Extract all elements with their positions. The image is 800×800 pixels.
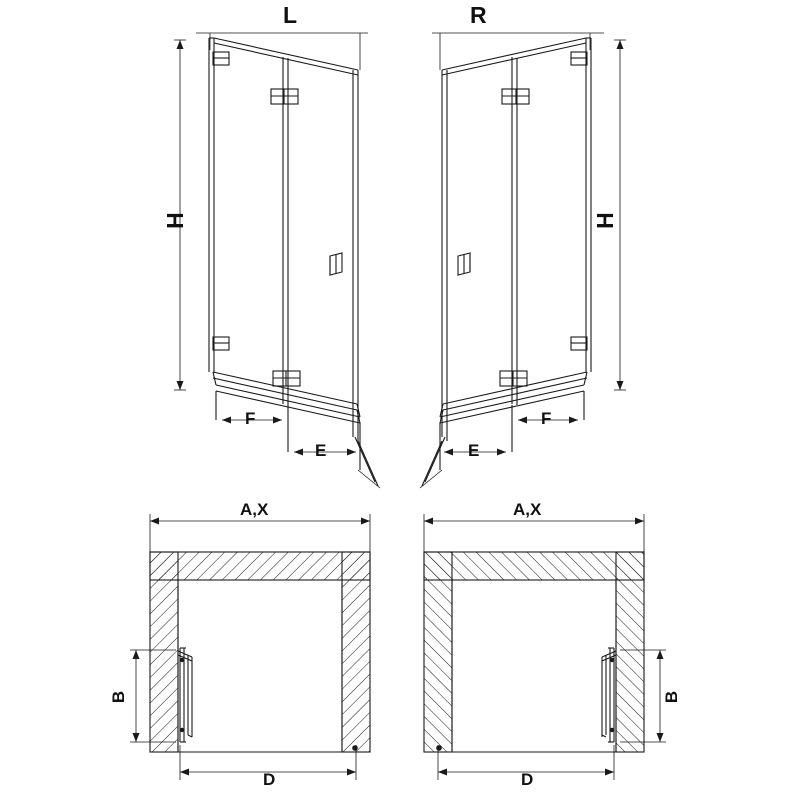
plan-right-view [424, 514, 666, 780]
label-view-left: L [283, 2, 298, 28]
label-b-plan-left: B [109, 690, 129, 704]
label-ax-plan-left: A,X [240, 500, 269, 519]
label-e-left: E [315, 441, 327, 460]
label-d-plan-left: D [263, 770, 276, 789]
label-f-right: F [541, 409, 552, 428]
plan-left-view [130, 514, 370, 780]
label-d-plan-right: D [521, 770, 534, 789]
label-view-right: R [470, 2, 487, 28]
label-height-right: H [591, 212, 618, 229]
label-f-left: F [245, 409, 256, 428]
label-ax-plan-right: A,X [513, 500, 542, 519]
elevation-right-view [420, 33, 626, 488]
label-b-plan-right: B [662, 690, 682, 704]
label-height-left: H [161, 212, 188, 229]
label-e-right: E [468, 441, 480, 460]
elevation-left-view [174, 33, 380, 488]
